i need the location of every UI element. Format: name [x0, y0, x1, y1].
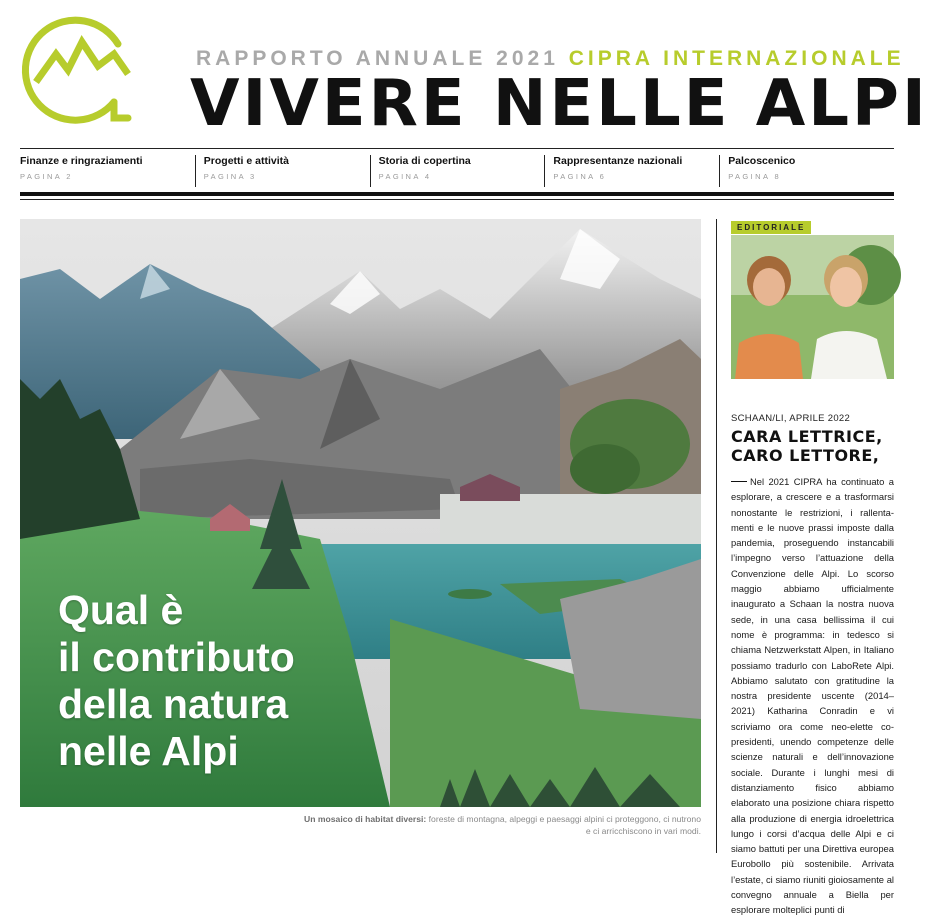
nav-item-label: Palcoscenico: [728, 155, 796, 167]
co-presidents-photo: [731, 235, 894, 379]
nav-item-label: Storia di copertina: [378, 155, 471, 167]
nav-item-page: PAGINA 4: [378, 172, 432, 181]
editorial-body: [731, 474, 894, 916]
editorial-photo: [731, 235, 894, 379]
editorial-body-text: Nel 2021 CIPRA ha continuato a esplorare, a crescere e a trasformarsi nonostante le restrizioni, i rallenta-menti e le nuove prassi imposte dalla pandemia, proseguendo instancabili l’impegno verso l’attuazione della Convenzione delle Alpi. Lo scorso maggio abbiamo ufficialmente inaugurato a Schaan la nostra nuova sede, in una casa bellissima il cui nome è programma: in tedesco si chiama Netzwerkstatt Alpen, in Italiano possiamo tradurlo con LaboRete Alpi. Abbiamo salutato con gratitudine la nostra presidente uscente (2014–2021) Katharina Conradin e vi scriviamo ora come neo-elette co-presidenti, unendo competenze delle scienze naturali e dell’innovazione sociale. Durante i lunghi mesi di distanziamento fisico abbiamo elaborato una posizione chiara rispetto alla produzione di energia idroelettrica lungo i corsi d’acqua delle Alpi e ci siamo battuti per una Direttiva europea Eurobollo più sostenibile. Arrivata l’estate, ci siamo riuniti gioiosamente al convegno annuale a Biella per esplorare molteplici punti di: [731, 476, 894, 916]
editorial-salutation: CARA LETTRICE, CARO LETTORE,: [731, 427, 883, 466]
nav-item-progetti[interactable]: [195, 155, 370, 187]
caption-bold: Un mosaico di habitat diversi:: [304, 814, 427, 824]
nav-item-rappresentanze[interactable]: [544, 155, 719, 187]
nav-item-finanze[interactable]: [20, 155, 195, 187]
nav-item-label: Progetti e attività: [203, 155, 289, 167]
nav-rule-thin: [20, 199, 894, 200]
nav-rule-thick: [20, 192, 894, 196]
nav-item-page: PAGINA 3: [203, 172, 257, 181]
cipra-mountain-logo-icon: [18, 14, 136, 122]
hero-collage: [20, 219, 701, 807]
kicker-report: RAPPORTO ANNUALE 2021: [196, 47, 559, 70]
nav-item-palcoscenico[interactable]: [719, 155, 894, 187]
lead-dash: [731, 481, 747, 482]
kicker-org: CIPRA INTERNAZIONALE: [568, 47, 905, 70]
nav-item-label: Rappresentanze nazionali: [553, 155, 683, 167]
editorial-badge: EDITORIALE: [731, 221, 811, 234]
section-nav: [20, 155, 894, 187]
hero-headline: Qual è il contributo della natura nelle Alpi: [58, 587, 295, 775]
hero-caption: [300, 813, 701, 838]
cipra-logo[interactable]: [18, 14, 136, 122]
nav-item-page: PAGINA 8: [728, 172, 782, 181]
editorial-dateline: SCHAAN/LI, APRILE 2022: [731, 413, 851, 424]
nav-item-storia[interactable]: [370, 155, 545, 187]
column-divider: [716, 219, 717, 853]
header-rule: [20, 148, 894, 149]
caption-text: foreste di montagna, alpeggi e paesaggi alpini ci proteggono, ci nutrono e ci arricchiscono in vari modi.: [426, 814, 701, 837]
nav-item-page: PAGINA 2: [20, 172, 73, 181]
nav-item-page: PAGINA 6: [553, 172, 607, 181]
nav-item-label: Finanze e ringraziamenti: [20, 155, 143, 167]
masthead-title: VIVERE NELLE ALPI: [190, 67, 929, 141]
